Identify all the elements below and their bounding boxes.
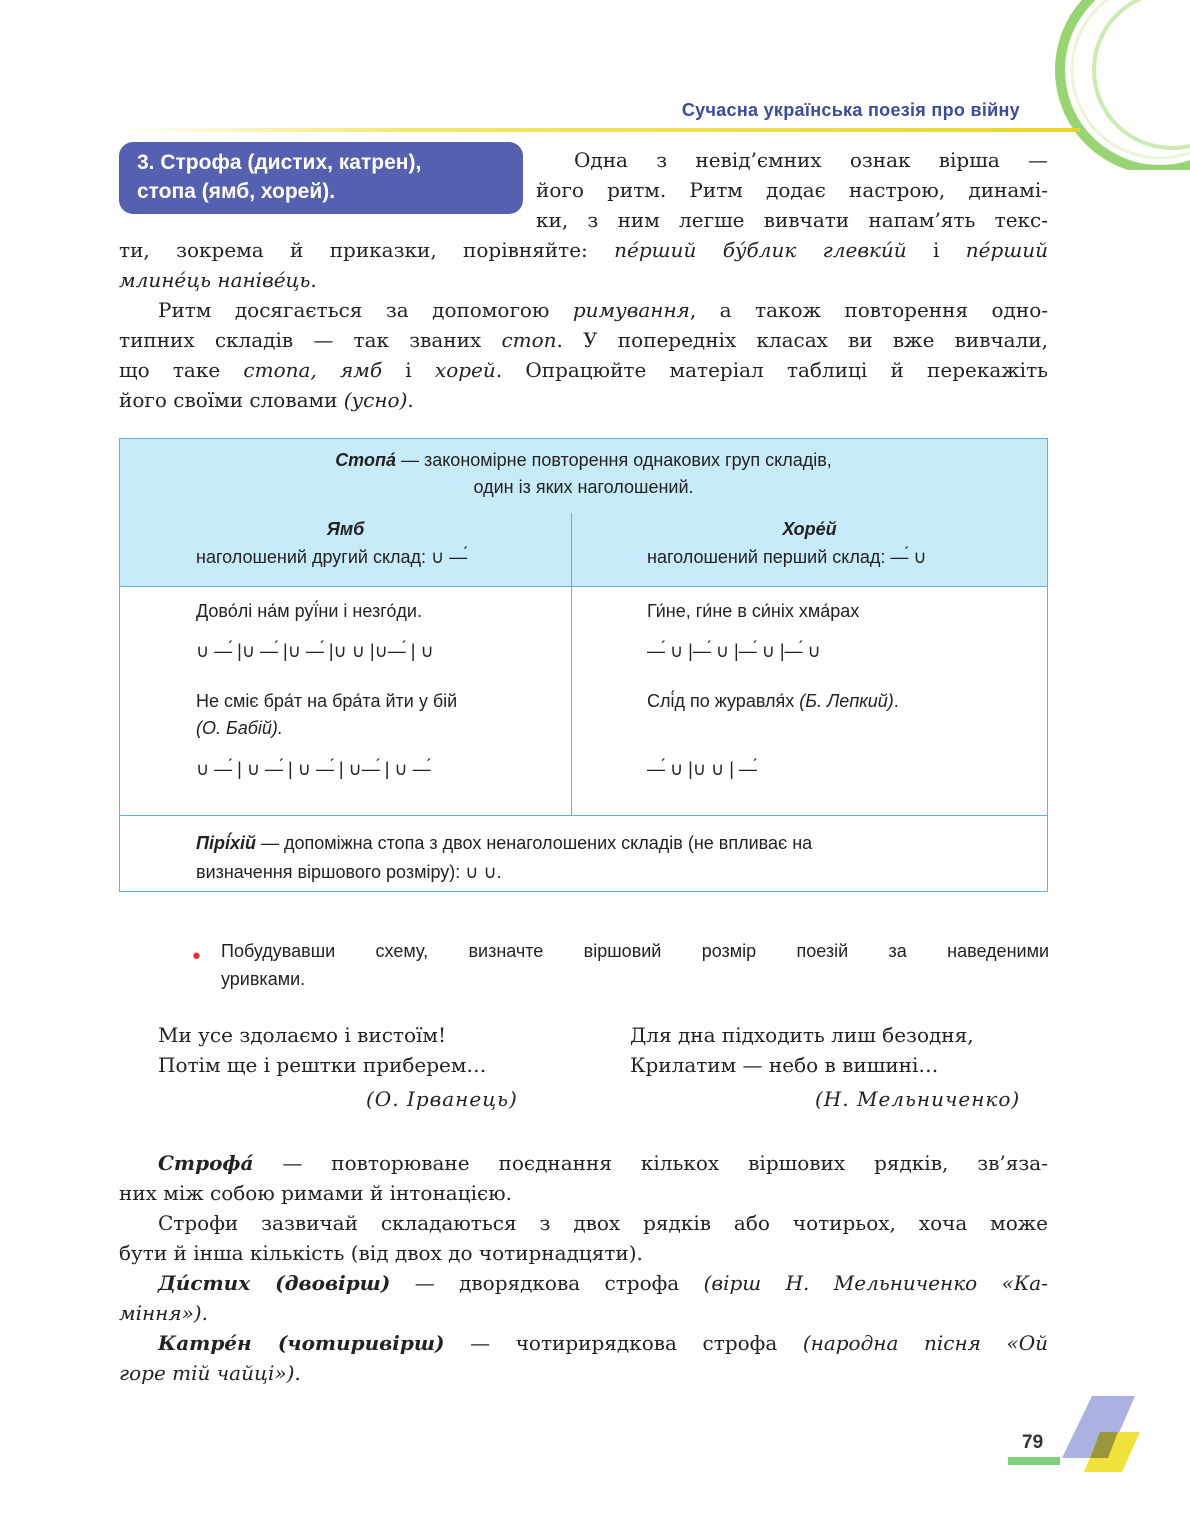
poem-right-line2: Крилатим — небо в вишині… <box>630 1053 939 1077</box>
trochee-scheme-2: —́ ∪ |∪ ∪ | —́ <box>647 759 757 779</box>
poem-left-line2: Потім ще і рештки приберем… <box>158 1053 487 1077</box>
section-title-badge <box>119 142 523 214</box>
intro-line-3: ки, з ним легше вивчати напам’ять текс- <box>536 208 1048 232</box>
strofa-def-line2: них між собою римами й інтонацією. <box>119 1181 512 1205</box>
trochee-title: Хоре́й <box>782 519 837 539</box>
dystykh-line2: міння»). <box>119 1301 208 1325</box>
iamb-scheme-1: ∪ —́ |∪ —́ |∪ —́ |∪ ∪ |∪—́ | ∪ <box>196 641 434 661</box>
header-divider <box>120 128 1080 132</box>
trochee-example-2: Слі́д по журавля́х (Б. Лепкий). <box>647 691 899 711</box>
poem-right-author: (Н. Мельниченко) <box>815 1087 1021 1111</box>
iamb-scheme-2: ∪ —́ | ∪ —́ | ∪ —́ | ∪—́ | ∪ —́ <box>196 759 431 779</box>
iamb-title: Ямб <box>326 519 365 539</box>
stopa-table <box>119 438 1048 892</box>
bullet-icon: • <box>190 945 203 970</box>
page-header-title: Сучасна українська поезія про війну <box>681 100 1020 120</box>
intro-line-4: ти, зокрема й приказки, порівняйте: пе́рший бу́блик глевки́й і пе́рший <box>119 238 1049 262</box>
table-column-divider <box>571 513 572 815</box>
table-pyrrhic-divider <box>120 815 1047 816</box>
strofa-def-line1: Строфа́ — повторюване поєднання кількох віршових рядків, зв’яза- <box>158 1151 1048 1175</box>
page-number: 79 <box>1022 1432 1044 1453</box>
section-title-line2: стопа (ямб, хорей). <box>137 180 336 203</box>
dystykh-line1: Ди́стих (двовірш) — дворядкова строфа (вірш Н. Мельниченко «Ка- <box>158 1271 1048 1295</box>
table-header-row <box>120 513 1047 587</box>
poem-left <box>158 1020 486 1080</box>
para2-line-1: Ритм досягається за допомогою римування, а також повторення одно- <box>158 298 1049 322</box>
poem-right-line1: Для дна підходить лиш безодня, <box>630 1023 974 1047</box>
poem-left-line1: Ми усе здолаємо і вистоїм! <box>158 1023 447 1047</box>
stopa-definition: Стопа́ — закономірне повторення однакових груп складів, один із яких наголошений. <box>335 450 832 497</box>
katren-line1: Катре́н (чотиривірш) — чотирирядкова строфа (народна пісня «Ой <box>158 1331 1048 1355</box>
katren-line2: горе тій чайці»). <box>119 1361 301 1385</box>
trochee-scheme-1: —́ ∪ |—́ ∪ |—́ ∪ |—́ ∪ <box>647 641 821 661</box>
para2-line-2: типних складів — так званих стоп. У попередніх класах ви вже вивчали, <box>119 328 1048 352</box>
poem-left-author: (О. Ірванець) <box>366 1087 518 1111</box>
section-title-line1: 3. Строфа (дистих, катрен), <box>137 151 422 174</box>
poem-right <box>630 1020 974 1080</box>
table-definition-row <box>120 439 1047 514</box>
trochee-example-1: Ги́не, ги́не в си́ніх хма́рах <box>647 601 860 621</box>
iamb-author: (О. Бабій). <box>196 718 283 738</box>
iamb-subtitle: наголошений другий склад: ∪ —́ <box>196 547 468 567</box>
strofy-line2: бути й інша кількість (від двох до чотирнадцяти). <box>119 1241 643 1265</box>
strofy-line1: Строфи зазвичай складаються з двох рядків або чотирьох, хоча може <box>158 1211 1048 1235</box>
para2-line-3: що таке стопа, ямб і хорей. Опрацюйте матеріал таблиці й перекажіть <box>119 358 1049 382</box>
iamb-example-1: Дово́лі на́м руї́ни і незго́ди. <box>196 601 422 621</box>
pyrrhic-definition: Пірі́хій — допоміжна стопа з двох ненаголошених складів (не впливає на визначення віршового розміру): ∪ ∪. <box>196 833 813 882</box>
para2-line-4: його своїми словами (усно). <box>119 388 414 412</box>
intro-line-2: його ритм. Ритм додає настрою, динамі- <box>536 178 1048 202</box>
task-text: Побудувавши схему, визначте віршовий розмір поезій за наведеними уривками. <box>221 941 1049 989</box>
intro-line-5: млине́ць наніве́ць. <box>119 268 317 292</box>
trochee-subtitle: наголошений перший склад: —́ ∪ <box>647 547 927 567</box>
intro-line-1: Одна з невід’ємних ознак вірша — <box>574 148 1048 172</box>
iamb-example-2: Не сміє бра́т на бра́та йти у бій <box>196 691 458 711</box>
